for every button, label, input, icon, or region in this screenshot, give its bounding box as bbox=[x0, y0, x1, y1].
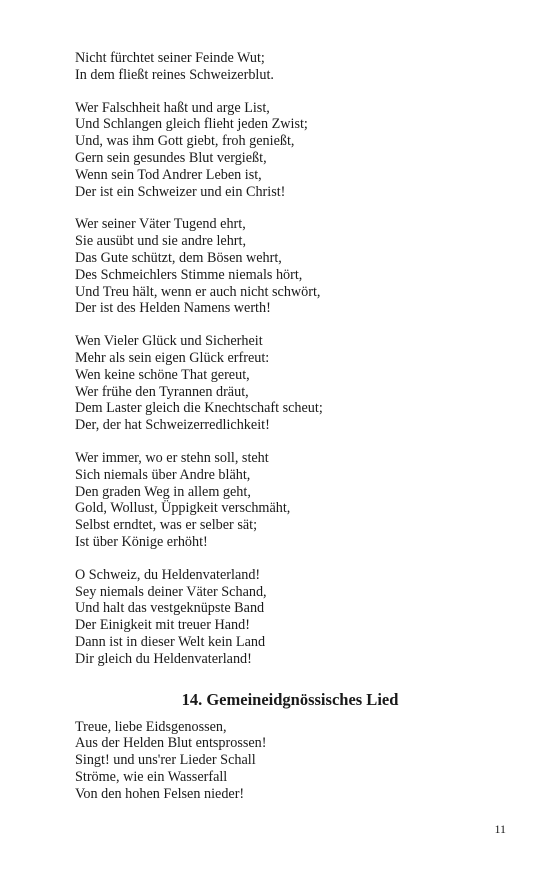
verse-line: Wen Vieler Glück und Sicherheit bbox=[75, 333, 263, 350]
verse-line: Aus der Helden Blut entsprossen! bbox=[75, 735, 267, 752]
stanza bbox=[75, 50, 485, 84]
verse-line: Und Treu hält, wenn er auch nicht schwört, bbox=[75, 283, 321, 300]
stanza bbox=[75, 216, 485, 317]
verse-line: Den graden Weg in allem geht, bbox=[75, 483, 251, 500]
stanza bbox=[75, 450, 485, 551]
verse-line: Das Gute schützt, dem Bösen wehrt, bbox=[75, 249, 282, 266]
verse-line: Und, was ihm Gott giebt, froh genießt, bbox=[75, 133, 295, 150]
stanza bbox=[75, 719, 485, 803]
stanza bbox=[75, 100, 485, 201]
verse-line: Des Schmeichlers Stimme niemals hört, bbox=[75, 266, 303, 283]
poem-continuation bbox=[75, 50, 485, 668]
verse-line: Sie ausübt und sie andre lehrt, bbox=[75, 233, 246, 250]
verse-line: In dem fließt reines Schweizerblut. bbox=[75, 66, 274, 83]
verse-line: Der ist ein Schweizer und ein Christ! bbox=[75, 183, 286, 200]
verse-line: Wer seiner Väter Tugend ehrt, bbox=[75, 216, 246, 233]
verse-line: Und Schlangen gleich flieht jeden Zwist; bbox=[75, 116, 308, 133]
verse-line: Der ist des Helden Namens werth! bbox=[75, 300, 271, 317]
verse-line: Ist über Könige erhöht! bbox=[75, 533, 208, 550]
verse-line: Dann ist in dieser Welt kein Land bbox=[75, 633, 266, 650]
verse-line: Wenn sein Tod Andrer Leben ist, bbox=[75, 166, 262, 183]
verse-line: Singt! und uns'rer Lieder Schall bbox=[75, 752, 256, 769]
verse-line: Von den hohen Felsen nieder! bbox=[75, 785, 245, 802]
song-title: 14. Gemeineidgnössisches Lied bbox=[181, 689, 399, 709]
verse-line: O Schweiz, du Heldenvaterland! bbox=[75, 566, 261, 583]
verse-line: Nicht fürchtet seiner Feinde Wut; bbox=[75, 50, 265, 66]
verse-line: Dir gleich du Heldenvaterland! bbox=[75, 650, 252, 667]
verse-line: Selbst erndtet, was er selber sät; bbox=[75, 517, 258, 534]
verse-line: Wer Falschheit haßt und arge List, bbox=[75, 99, 270, 116]
verse-line: Der, der hat Schweizerredlichkeit! bbox=[75, 417, 270, 434]
page-number: 11 bbox=[494, 822, 506, 836]
verse-line: Treue, liebe Eidsgenossen, bbox=[75, 718, 227, 735]
verse-line: Dem Laster gleich die Knechtschaft scheut; bbox=[75, 400, 323, 417]
stanza bbox=[75, 333, 485, 434]
verse-line: Gern sein gesundes Blut vergießt, bbox=[75, 149, 267, 166]
verse-line: Wer frühe den Tyrannen dräut, bbox=[75, 383, 249, 400]
verse-line: Mehr als sein eigen Glück erfreut: bbox=[75, 349, 270, 366]
verse-line: Wen keine schöne That gereut, bbox=[75, 366, 250, 383]
verse-line: Gold, Wollust, Üppigkeit verschmäht, bbox=[75, 500, 291, 517]
page-content bbox=[75, 50, 485, 818]
verse-line: Und halt das vestgeknüpste Band bbox=[75, 600, 265, 617]
stanza bbox=[75, 567, 485, 668]
verse-line: Wer immer, wo er stehn soll, steht bbox=[75, 449, 269, 466]
poem-new-song bbox=[75, 719, 485, 803]
verse-line: Sey niemals deiner Väter Schand, bbox=[75, 583, 267, 600]
verse-line: Ströme, wie ein Wasserfall bbox=[75, 768, 228, 785]
verse-line: Sich niemals über Andre bläht, bbox=[75, 466, 251, 483]
verse-line: Der Einigkeit mit treuer Hand! bbox=[75, 617, 250, 634]
